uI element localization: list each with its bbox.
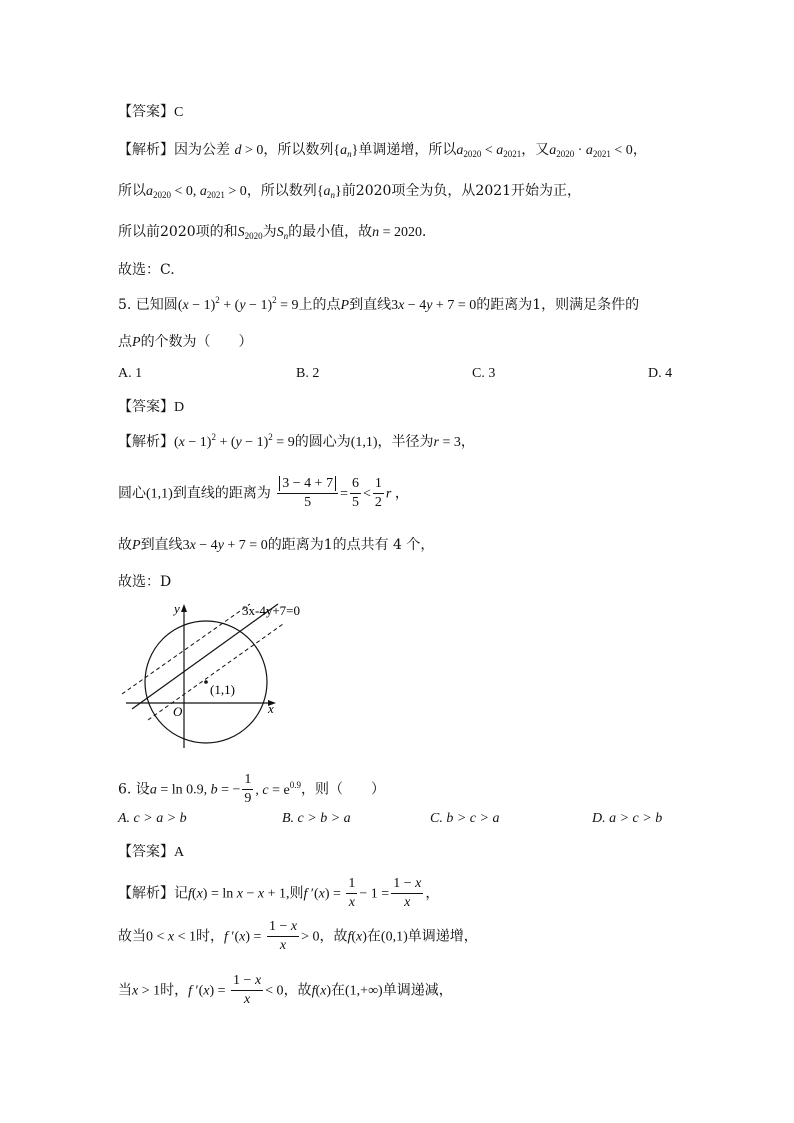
math: (1,1) — [350, 435, 378, 450]
q5-option-d: D. 4 — [648, 366, 673, 381]
math: $(x - 1)^2 + (y - 1)^2 = 9$ — [174, 432, 295, 450]
text: ． — [422, 224, 437, 240]
math: $a_{2020} < 0$, $a_{2021} > 0$ — [146, 184, 247, 200]
fraction: $\frac{1}{9}$ — [244, 772, 252, 806]
text: 在 — [366, 928, 381, 945]
math: > 0 — [241, 143, 264, 158]
q5-stem-line-1 — [118, 295, 639, 316]
text: ，又 — [521, 142, 550, 158]
text: 则 — [289, 885, 304, 902]
text: 故当 — [118, 928, 146, 945]
math: , $c = e^{0.9}$ — [255, 779, 301, 798]
text: ， — [460, 434, 475, 450]
text: 的最小值，故 — [288, 224, 373, 240]
main-line — [132, 604, 278, 709]
math: f(x) = ln x − x + 1, — [188, 886, 290, 902]
fraction: $\frac{1 - x}{x}$ — [268, 919, 298, 953]
math: = — [340, 486, 348, 502]
math: f(x) — [311, 983, 332, 999]
text: 在 — [331, 982, 346, 999]
math: (0,1) — [380, 929, 408, 945]
answer-tag: 【答案】 — [118, 399, 174, 415]
text: 6. 设 — [118, 781, 150, 798]
text: 单调递增， — [407, 928, 478, 945]
x-axis-label: x — [268, 701, 274, 716]
text: 因为公差 — [174, 142, 230, 158]
text: 的圆心为 — [294, 434, 351, 450]
line-label: 3x-4y+7=0 — [242, 603, 300, 618]
math: d — [234, 143, 242, 158]
math: f ′(x) = — [224, 929, 265, 945]
circle-line-figure — [118, 596, 318, 756]
point-label: (1,1) — [210, 682, 235, 697]
math: < 0 — [265, 983, 284, 999]
text: 上的点 — [298, 297, 341, 313]
text: ，所以数列 — [263, 142, 334, 158]
q6-answer — [118, 842, 184, 863]
text: 当 — [118, 982, 132, 999]
y-axis-label: y — [174, 601, 180, 616]
text: 到直线的距离为 — [172, 485, 271, 502]
text: 圆心 — [118, 485, 146, 502]
q5-option-c: C. 3 — [472, 366, 496, 381]
math: f ′(x) = — [303, 886, 345, 902]
q6-analysis-line-3 — [118, 972, 453, 1009]
math: $S_{2020}$ — [237, 225, 263, 241]
math: 3x − 4y + 7 = 0 — [391, 298, 477, 313]
math: $S_n$ — [276, 225, 289, 241]
q5-analysis-line-1 — [118, 432, 475, 453]
math: P — [340, 298, 350, 313]
answer-tag: 【答案】 — [118, 104, 174, 120]
fraction: $\frac{1}{2}$ — [374, 476, 382, 510]
analysis-tag: 【解析】 — [118, 885, 174, 902]
text: ，半径为 — [377, 434, 434, 450]
math: 3x − 4y + 7 = 0 — [182, 538, 268, 553]
origin-label: O — [173, 704, 183, 719]
math: $(x - 1)^2 + (y - 1)^2 = 9$ — [177, 295, 299, 313]
q6-option-a: A. c > a > b — [118, 811, 187, 826]
dashed-line-upper — [122, 604, 250, 694]
math: $\{a_n\}$ — [316, 184, 342, 200]
text: 故 — [118, 537, 132, 553]
text: 点 — [118, 334, 132, 350]
math: f ′(x) = — [188, 983, 230, 999]
text: 单调递增，所以 — [358, 142, 457, 158]
fraction: $\frac{6}{5}$ — [351, 476, 359, 510]
q4-choose: 故选：C. — [118, 262, 175, 278]
text: 的距离为1的点共有 4 个， — [267, 537, 435, 553]
math: r — [385, 486, 392, 502]
text: 的个数为（ ） — [140, 334, 253, 350]
answer-value: D — [174, 400, 185, 415]
q6-option-d: D. a > c > b — [592, 811, 663, 826]
math: $a_{2020} < a_{2021}$ — [456, 143, 522, 159]
text: 到直线 — [349, 297, 392, 313]
answer-value: C — [174, 105, 184, 120]
q4-answer — [118, 102, 183, 123]
analysis-tag: 【解析】 — [118, 142, 174, 158]
y-axis-arrow-icon — [181, 604, 187, 612]
fraction: $\frac{1}{x}$ — [348, 876, 356, 910]
text: 的距离为1，则满足条件的 — [476, 297, 640, 313]
math: (1,1) — [146, 486, 173, 502]
math: r = 3 — [433, 435, 461, 450]
q6-option-b: B. c > b > a — [282, 811, 351, 826]
q6-option-c: C. b > c > a — [430, 811, 500, 826]
q5-analysis-line-2 — [118, 475, 409, 512]
text: 记 — [174, 885, 188, 902]
q5-option-a: A. 1 — [118, 366, 143, 381]
q4-analysis-line-3 — [118, 222, 436, 243]
text: ，则（ ） — [300, 781, 385, 798]
text: 所以前2020项的和 — [118, 224, 238, 240]
math: x > 1 — [132, 983, 161, 999]
text: 5. 已知圆 — [118, 297, 178, 313]
center-point — [204, 680, 208, 684]
math: − 1 = — [359, 886, 390, 902]
q5-choose: 故选：D — [118, 574, 172, 590]
text: ， — [425, 886, 440, 902]
q5-answer — [118, 397, 184, 418]
math: 0 < x < 1 — [146, 929, 197, 945]
analysis-tag: 【解析】 — [118, 434, 174, 450]
text: 所以 — [118, 183, 146, 199]
text: 单调递减， — [382, 982, 453, 999]
text: 时， — [160, 982, 189, 999]
q5-stem-line-2 — [118, 332, 253, 353]
math: $\{a_n\}$ — [333, 143, 359, 159]
math: (1,+∞) — [345, 983, 383, 999]
text: ，故 — [283, 982, 312, 999]
answer-tag: 【答案】 — [118, 844, 174, 860]
q6-analysis-line-1 — [118, 875, 439, 912]
q6-stem — [118, 771, 385, 808]
text: 前2020项全为负，从2021开始为正， — [341, 183, 582, 199]
fraction: $\frac{3 - 4 + 7}{5}$ — [277, 475, 338, 512]
fraction: $\frac{1 - x}{x}$ — [393, 876, 422, 910]
answer-value: A — [174, 845, 185, 860]
text: ， — [632, 142, 647, 158]
q4-analysis-line-1 — [118, 140, 647, 161]
text: 为 — [262, 224, 277, 240]
fraction: $\frac{1 - x}{x}$ — [233, 973, 262, 1007]
q5-option-b: B. 2 — [296, 366, 320, 381]
q6-analysis-line-2 — [118, 918, 478, 955]
math: > 0 — [301, 929, 320, 945]
q4-analysis-line-2 — [118, 181, 581, 202]
math: < — [362, 486, 371, 502]
text: ，所以数列 — [246, 183, 317, 199]
q5-analysis-line-3 — [118, 535, 434, 556]
text: 到直线 — [140, 537, 183, 553]
math: $a_{2020} \cdot a_{2021} < 0$ — [549, 143, 633, 159]
math: f(x) — [347, 929, 367, 945]
math: a = ln 0.9, b = − — [149, 782, 241, 798]
text: ， — [391, 486, 409, 502]
text: ，故 — [319, 928, 348, 945]
math: P — [132, 335, 141, 350]
text: 时， — [196, 928, 225, 945]
math: n = 2020 — [372, 225, 423, 240]
math: P — [132, 538, 141, 553]
